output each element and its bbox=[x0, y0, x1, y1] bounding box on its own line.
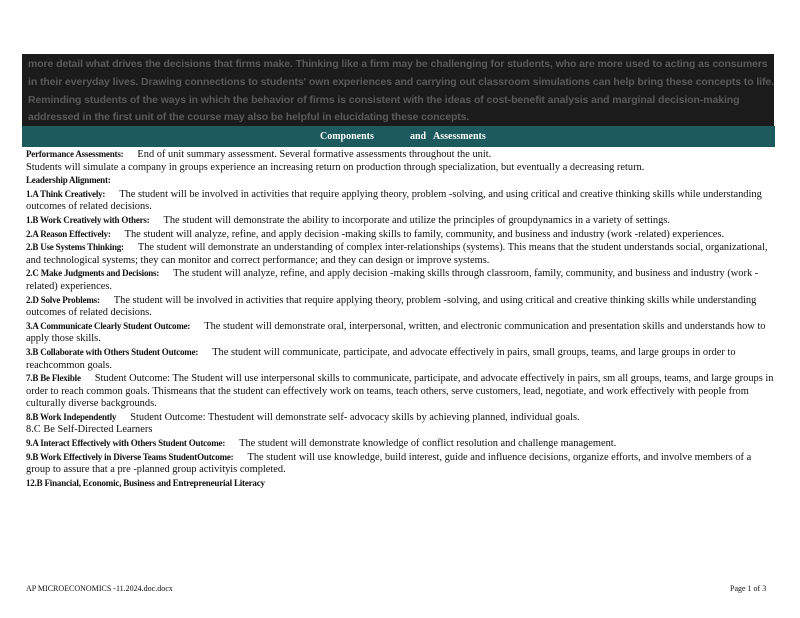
paragraph-text: The student will demonstrate the ability to incorporate and utilize the principles of groupdynamics in a variety of settings. bbox=[163, 214, 670, 226]
paragraph-text: The student will communicate, participate, and advocate effectively in pairs, small groups, teams, and large groups in order to reachcommon goals. bbox=[26, 346, 736, 371]
paragraph bbox=[26, 477, 774, 491]
paragraph bbox=[26, 228, 774, 242]
paragraph-text: End of unit summary assessment. Several formative assessments throughout the unit. bbox=[137, 149, 492, 160]
paragraph-text: The student will demonstrate oral, interpersonal, written, and electronic communication and presentation skills and understands how to apply those skills. bbox=[26, 320, 766, 345]
paragraph-text: The student will analyze, refine, and apply decision -making skills to family, community, and business and industry (work -related) experiences. bbox=[124, 228, 725, 240]
paragraph-text: The student will demonstrate knowledge of conflict resolution and challenge management. bbox=[239, 438, 617, 450]
paragraph bbox=[26, 241, 774, 267]
paragraph bbox=[26, 148, 774, 162]
paragraph-heading: 9.B Work Effectively in Diverse Teams StudentOutcome: bbox=[26, 451, 234, 462]
paragraph bbox=[26, 346, 774, 372]
section-header-word-3: Assessments bbox=[433, 131, 486, 142]
paragraph-heading: 2.C Make Judgments and Decisions: bbox=[26, 268, 160, 279]
paragraph-text: The student will demonstrate an understanding of complex inter-relationships (systems). This means that the student understands social, organizational, and technological systems; they can monitor and correct performance; and they can design or improve systems. bbox=[26, 242, 768, 266]
redacted-line-4: addressed in the first unit of the course may also be helpful in elucidating these concepts. bbox=[28, 111, 470, 123]
paragraph-heading: 3.A Communicate Clearly Student Outcome: bbox=[26, 320, 191, 331]
paragraph-heading: 12.B Financial, Economic, Business and Entrepreneurial Literacy bbox=[26, 477, 265, 488]
paragraph-heading: 2.D Solve Problems: bbox=[26, 294, 100, 305]
paragraph bbox=[26, 320, 774, 346]
paragraph-text: Student Outcome: Thestudent will demonstrate self- advocacy skills by achieving planned, individual goals. bbox=[130, 411, 580, 423]
footer-filename: AP MICROECONOMICS -11.2024.doc.docx bbox=[26, 584, 173, 593]
paragraph-heading: 9.A Interact Effectively with Others Student Outcome: bbox=[26, 438, 226, 449]
paragraph bbox=[26, 162, 774, 175]
document-body bbox=[26, 148, 774, 490]
paragraph-heading: 2.B Use Systems Thinking: bbox=[26, 242, 124, 253]
paragraph-heading: 1.B Work Creatively with Others: bbox=[26, 214, 150, 225]
redacted-text-block bbox=[22, 54, 774, 126]
paragraph bbox=[26, 294, 774, 320]
paragraph-heading: Performance Assessments: bbox=[26, 149, 124, 159]
paragraph-heading: 8.B Work Independently bbox=[26, 411, 117, 422]
paragraph-text: The student will analyze, refine, and apply decision -making skills through classroom, family, community, and business and industry (work -related) experiences. bbox=[26, 268, 759, 292]
paragraph-text: 8.C Be Self-Directed Learners bbox=[26, 424, 153, 436]
paragraph-heading: 1.A Think Creatively: bbox=[26, 188, 106, 199]
paragraph bbox=[26, 267, 774, 293]
paragraph-heading: 7.B Be Flexible bbox=[26, 373, 81, 384]
paragraph-heading: 3.B Collaborate with Others Student Outcome: bbox=[26, 346, 199, 357]
paragraph-heading: Leadership Alignment: bbox=[26, 175, 111, 186]
paragraph-heading: 2.A Reason Effectively: bbox=[26, 228, 111, 239]
paragraph bbox=[26, 188, 774, 214]
paragraph-text: The student will be involved in activities that require applying theory, problem -solving, and using critical and creative thinking skills while understanding outcomes of related decisions. bbox=[26, 188, 762, 213]
paragraph bbox=[26, 411, 774, 425]
paragraph-text: The student will be involved in activities that require applying theory, problem -solving, and using critical and creative thinking skills while understanding outcomes of related decisions. bbox=[26, 294, 757, 319]
paragraph-text: The student will use knowledge, build interest, guide and influence decisions, organize efforts, and involve members of a group to assure that a pre -planned group activityis completed. bbox=[26, 451, 752, 476]
section-header-bar bbox=[22, 126, 775, 147]
paragraph bbox=[26, 437, 774, 451]
paragraph-text: Student Outcome: The Student will use interpersonal skills to communicate, participate, and advocate effectively in pairs, sm all groups, teams, and large groups in order to reach common goals. Thismeans that the student can effectively work on teams, teach others, serve customers, lead, negotiate, and work effectively with people from culturally diverse backgrounds. bbox=[26, 373, 774, 410]
paragraph bbox=[26, 451, 774, 477]
paragraph bbox=[26, 372, 774, 411]
footer-page-number: Page 1 of 3 bbox=[730, 584, 767, 593]
section-header-word-1: Components bbox=[320, 131, 374, 142]
redacted-line-2: in their everyday lives. Drawing connections to students' own experiences and carrying out classroom simulations can help bring these concepts to life. bbox=[28, 76, 774, 88]
paragraph bbox=[26, 424, 774, 437]
redacted-line-1: more detail what drives the decisions that firms make. Thinking like a firm may be challenging for students, who are more used to acting as consumers bbox=[28, 58, 768, 70]
redacted-line-3: Reminding students of the ways in which the behavior of firms is consistent with the ideas of cost-benefit analysis and marginal decision-making bbox=[28, 94, 740, 106]
paragraph bbox=[26, 174, 774, 188]
section-header-word-2: and bbox=[410, 131, 427, 142]
paragraph bbox=[26, 214, 774, 228]
paragraph-text: Students will simulate a company in groups experience an increasing return on production through specialization, but eventually a decreasing return. bbox=[26, 161, 645, 173]
